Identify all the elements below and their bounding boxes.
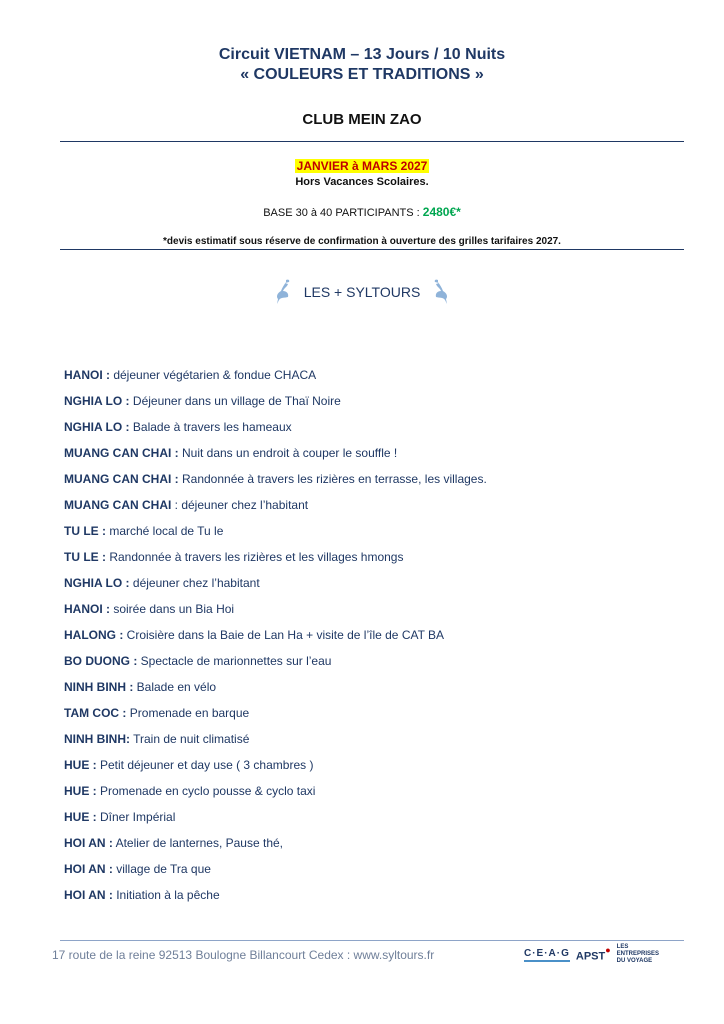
ceag-logo: C·E·A·G: [524, 948, 570, 962]
divider-top: [60, 141, 684, 142]
highlight-text: Atelier de lanternes, Pause thé,: [112, 836, 283, 850]
highlight-text: Promenade en cyclo pousse & cyclo taxi: [96, 784, 316, 798]
highlight-place: HOI AN :: [64, 888, 113, 902]
highlight-text: Dîner Impérial: [96, 810, 176, 824]
highlight-text: Déjeuner dans un village de Thaï Noire: [129, 394, 341, 408]
apst-logo: [576, 945, 611, 964]
highlight-text: Promenade en barque: [126, 706, 250, 720]
highlight-place: TU LE :: [64, 550, 106, 564]
highlight-text: Nuit dans un endroit à couper le souffle !: [178, 446, 398, 460]
highlight-item: [64, 574, 487, 600]
highlight-place: NGHIA LO :: [64, 420, 130, 434]
highlight-item: [64, 600, 487, 626]
highlight-place: HANOI :: [64, 602, 110, 616]
highlight-text: marché local de Tu le: [106, 524, 224, 538]
highlight-text: village de Tra que: [112, 862, 211, 876]
highlight-item: [64, 678, 487, 704]
circuit-title: Circuit VIETNAM – 13 Jours / 10 Nuits: [218, 46, 506, 63]
period-highlight: JANVIER à MARS 2027: [296, 159, 428, 173]
partner-logos: [524, 944, 663, 965]
highlight-place: HALONG :: [64, 628, 124, 642]
highlight-item: [64, 652, 487, 678]
highlight-text: Randonnée à travers les rizières en terrasse, les villages.: [178, 472, 487, 486]
highlight-text: déjeuner végétarien & fondue CHACA: [110, 368, 317, 382]
highlight-place: TAM COC :: [64, 706, 127, 720]
highlight-place: HOI AN :: [64, 836, 113, 850]
highlight-place: HOI AN :: [64, 862, 113, 876]
highlight-text: Spectacle de marionnettes sur l’eau: [137, 654, 332, 668]
base-participants: [0, 205, 724, 219]
highlight-place: NINH BINH :: [64, 680, 134, 694]
highlight-item: [64, 470, 487, 496]
divider-middle: [60, 249, 684, 250]
heron-icon: [272, 278, 296, 306]
highlight-place: HUE :: [64, 810, 97, 824]
highlight-place: MUANG CAN CHAI :: [64, 446, 179, 460]
highlight-item: [64, 808, 487, 834]
highlights-list: [64, 366, 487, 912]
highlight-item: [64, 782, 487, 808]
entreprises-du-voyage-logo: LES ENTREPRISES DU VOYAGE: [616, 944, 660, 964]
footer-address: 17 route de la reine 92513 Boulogne Billancourt Cedex : www.syltours.fr: [52, 948, 435, 962]
price: 2480€*: [422, 205, 461, 219]
heron-icon: [428, 278, 452, 306]
circuit-subtitle: « COULEURS ET TRADITIONS »: [240, 66, 484, 83]
highlight-item: [64, 756, 487, 782]
highlights-title: LES + SYLTOURS: [303, 284, 421, 300]
highlight-item: [64, 834, 487, 860]
highlights-heading: [0, 278, 724, 306]
divider-footer: [60, 940, 684, 941]
highlight-item: [64, 366, 487, 392]
highlight-text: Balade en vélo: [133, 680, 217, 694]
highlight-item: [64, 444, 487, 470]
highlight-text: Randonnée à travers les rizières et les villages hmongs: [106, 550, 404, 564]
highlight-item: [64, 860, 487, 886]
highlight-item: [64, 392, 487, 418]
highlight-text: Balade à travers les hameaux: [129, 420, 292, 434]
highlight-text: soirée dans un Bia Hoi: [110, 602, 235, 616]
highlight-place: MUANG CAN CHAI: [64, 498, 172, 512]
highlight-place: HUE :: [64, 758, 97, 772]
highlight-place: BO DUONG :: [64, 654, 138, 668]
estimate-disclaimer: *devis estimatif sous réserve de confirmation à ouverture des grilles tarifaires 2027.: [163, 236, 561, 247]
highlight-place: NINH BINH:: [64, 732, 130, 746]
highlight-item: [64, 886, 487, 912]
highlight-item: [64, 730, 487, 756]
highlight-item: [64, 626, 487, 652]
highlight-text: Croisière dans la Baie de Lan Ha + visite de l’île de CAT BA: [123, 628, 445, 642]
highlight-item: [64, 548, 487, 574]
highlight-place: HUE :: [64, 784, 97, 798]
apst-logo-text: APST: [575, 950, 606, 963]
apst-mark-icon: ●: [605, 944, 611, 955]
highlight-item: [64, 418, 487, 444]
highlight-place: NGHIA LO :: [64, 394, 130, 408]
highlight-text: : déjeuner chez l’habitant: [171, 498, 309, 512]
base-label: BASE 30 à 40 PARTICIPANTS :: [263, 207, 420, 219]
highlight-text: Petit déjeuner et day use ( 3 chambres ): [96, 758, 314, 772]
highlight-item: [64, 522, 487, 548]
highlight-place: NGHIA LO :: [64, 576, 130, 590]
highlight-place: TU LE :: [64, 524, 106, 538]
highlight-item: [64, 704, 487, 730]
school-holidays-note: Hors Vacances Scolaires.: [295, 176, 429, 188]
highlight-text: Train de nuit climatisé: [130, 732, 250, 746]
highlight-item: [64, 496, 487, 522]
highlight-place: MUANG CAN CHAI :: [64, 472, 179, 486]
highlight-text: Initiation à la pêche: [112, 888, 220, 902]
highlight-place: HANOI :: [64, 368, 110, 382]
period-block: [0, 157, 724, 175]
highlight-text: déjeuner chez l’habitant: [129, 576, 260, 590]
club-name: CLUB MEIN ZAO: [302, 111, 422, 128]
